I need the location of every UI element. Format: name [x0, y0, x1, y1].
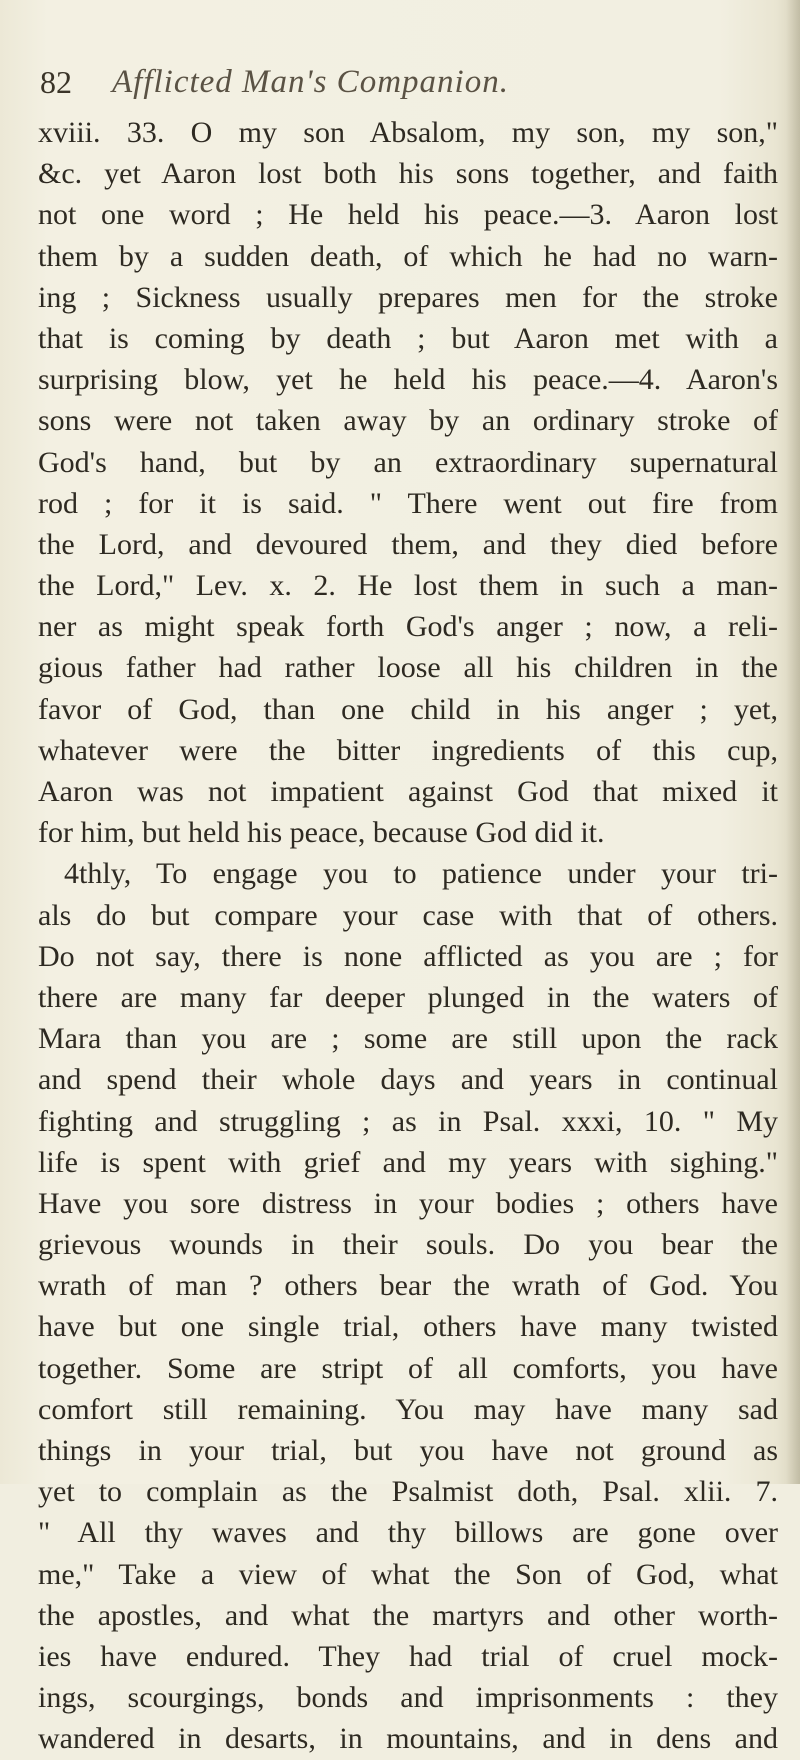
text-line: ing ; Sickness usually prepares men for the stroke: [38, 280, 778, 314]
text-line: whatever were the bitter ingredients of this cup,: [38, 733, 778, 767]
text-line: Have you sore distress in your bodies ; others have: [38, 1186, 778, 1220]
text-line: not one word ; He held his peace.—3. Aaron lost: [38, 198, 778, 232]
running-title: Afflicted Man's Companion.: [112, 64, 509, 100]
text-line: Aaron was not impatient against God that mixed it: [38, 775, 778, 808]
text-line: Do not say, there is none afflicted as you are ; for: [38, 939, 778, 973]
text-line: have but one single trial, others have many twisted: [38, 1310, 778, 1344]
text-line: gious father had rather loose all his children in the: [38, 651, 778, 685]
text-line: things in your trial, but you have not ground as: [38, 1434, 778, 1467]
text-line: &c. yet Aaron lost both his sons together, and faith: [38, 157, 778, 191]
text-line: there are many far deeper plunged in the waters of: [38, 980, 778, 1014]
text-line: comfort still remaining. You may have many sad: [38, 1392, 778, 1426]
text-line: xviii. 33. O my son Absalom, my son, my son,": [38, 116, 778, 149]
text-line: sons were not taken away by an ordinary stroke of: [38, 404, 778, 438]
text-line: life is spent with grief and my years with sighing.": [38, 1145, 778, 1179]
text-line: and spend their whole days and years in continual: [38, 1063, 778, 1097]
text-line: me," Take a view of what the Son of God, what: [38, 1557, 778, 1591]
text-line: Mara than you are ; some are still upon the rack: [38, 1022, 778, 1056]
text-line: yet to complain as the Psalmist doth, Psal. xlii. 7.: [38, 1475, 778, 1509]
text-line: ner as might speak forth God's anger ; now, a reli-: [38, 610, 778, 644]
text-line: als do but compare your case with that of others.: [38, 898, 778, 932]
text-line: God's hand, but by an extraordinary supernatural: [38, 445, 778, 479]
text-line: them by a sudden death, of which he had no warn-: [38, 239, 778, 273]
text-line: surprising blow, yet he held his peace.—4. Aaron's: [38, 363, 778, 397]
page-header: [40, 62, 780, 102]
text-line: ings, scourgings, bonds and imprisonments : they: [38, 1681, 778, 1715]
text-line: the apostles, and what the martyrs and other worth-: [38, 1598, 778, 1632]
text-line: ies have endured. They had trial of cruel mock-: [38, 1639, 778, 1673]
text-line: that is coming by death ; but Aaron met with a: [38, 321, 778, 355]
text-line: grievous wounds in their souls. Do you bear the: [38, 1228, 778, 1262]
text-line: for him, but held his peace, because God did it.: [38, 816, 605, 850]
text-line: the Lord, and devoured them, and they died before: [38, 527, 778, 561]
body-text: [38, 112, 778, 1760]
text-line: wrath of man ? others bear the wrath of God. You: [38, 1269, 778, 1303]
text-line: fighting and struggling ; as in Psal. xxxi, 10. " My: [38, 1104, 778, 1138]
page-number: 82: [40, 64, 72, 100]
text-line: " All thy waves and thy billows are gone over: [38, 1516, 778, 1550]
text-line: favor of God, than one child in his anger ; yet,: [38, 692, 778, 726]
page-edge-shadow: [786, 0, 800, 1484]
text-line: together. Some are stript of all comforts, you have: [38, 1351, 778, 1385]
text-line: rod ; for it is said. " There went out fire from: [38, 486, 778, 520]
text-line: the Lord," Lev. x. 2. He lost them in such a man-: [38, 569, 778, 603]
paragraph-start-line: 4thly, To engage you to patience under your tri-: [64, 857, 778, 891]
text-line: wandered in desarts, in mountains, and in dens and: [38, 1722, 778, 1756]
